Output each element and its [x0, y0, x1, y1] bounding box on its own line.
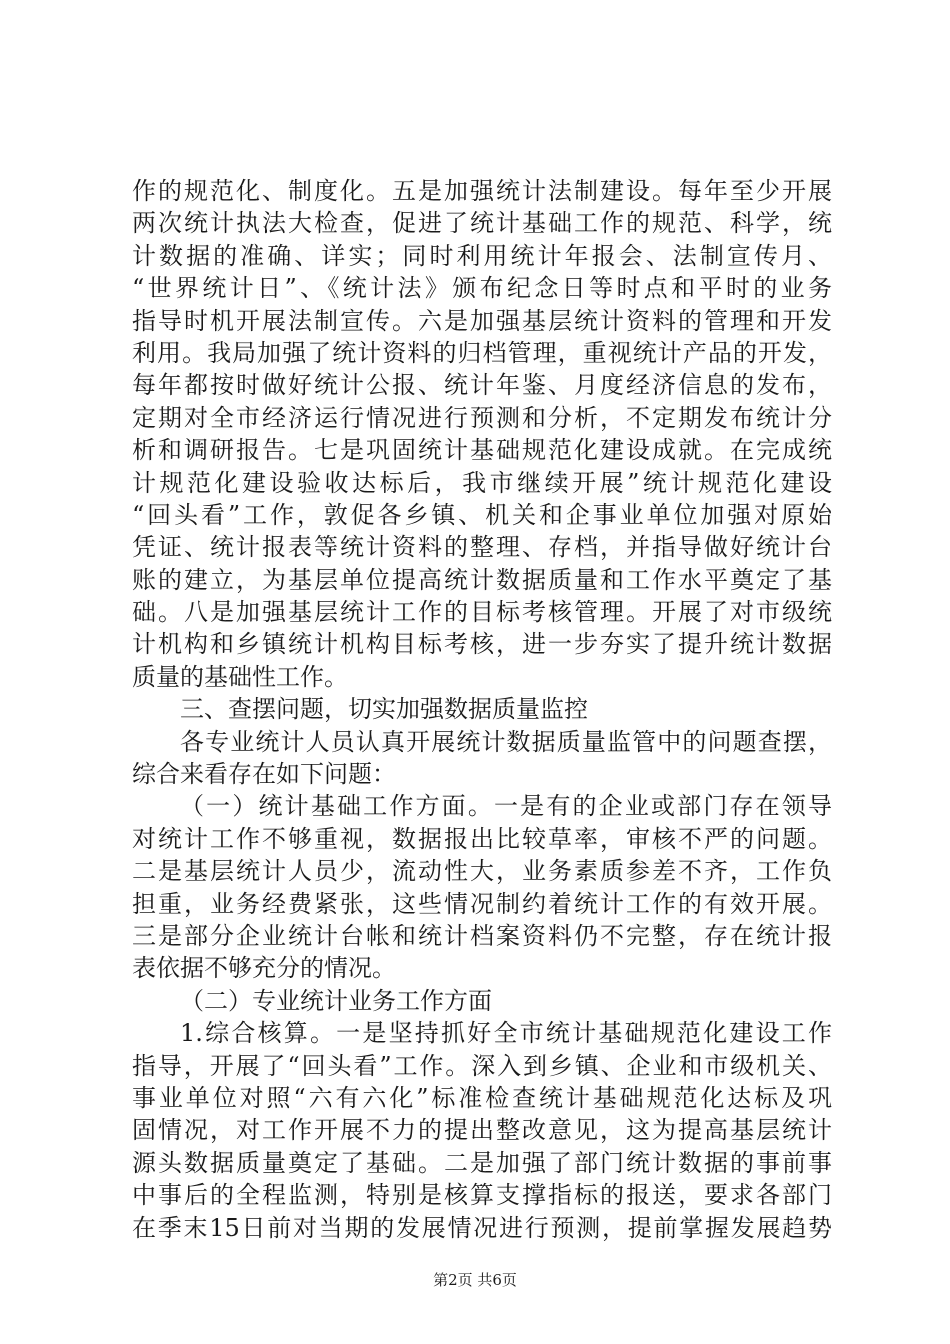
- text-line: 指导时机开展法制宣传。六是加强基层统计资料的管理和开发: [132, 306, 832, 335]
- page-footer: 第2页 共6页: [433, 1271, 517, 1289]
- text-line: 质量的基础性工作。: [132, 662, 348, 691]
- text-line: 利用。我局加强了统计资料的归档管理，重视统计产品的开发，: [132, 338, 832, 367]
- text-line: 计数据的准确、详实；同时利用统计年报会、法制宣传月、: [132, 241, 832, 270]
- text-line: 表依据不够充分的情况。: [132, 954, 396, 983]
- document-body: [132, 175, 832, 1244]
- text-line: “回头看”工作，敦促各乡镇、机关和企事业单位加强对原始: [132, 500, 832, 529]
- text-line: 指导，开展了“回头看”工作。深入到乡镇、企业和市级机关、: [132, 1051, 832, 1080]
- text-line: 三是部分企业统计台帐和统计档案资料仍不完整，存在统计报: [132, 921, 832, 950]
- text-line: （一）统计基础工作方面。一是有的企业或部门存在领导: [180, 792, 832, 821]
- text-line: 每年都按时做好统计公报、统计年鉴、月度经济信息的发布，: [132, 371, 832, 400]
- text-line: 担重，业务经费紧张，这些情况制约着统计工作的有效开展。: [132, 889, 832, 918]
- text-line: 二是基层统计人员少，流动性大，业务素质参差不齐，工作负: [132, 857, 832, 886]
- text-line: 综合来看存在如下问题：: [132, 760, 396, 789]
- text-line: 定期对全市经济运行情况进行预测和分析，不定期发布统计分: [132, 403, 832, 432]
- text-line: 析和调研报告。七是巩固统计基础规范化建设成就。在完成统: [132, 436, 832, 465]
- text-line: 两次统计执法大检查，促进了统计基础工作的规范、科学，统: [132, 209, 832, 238]
- text-line: 中事后的全程监测，特别是核算支撑指标的报送，要求各部门: [132, 1181, 832, 1210]
- text-line: 计机构和乡镇统计机构目标考核，进一步夯实了提升统计数据: [132, 630, 832, 659]
- text-line: 在季末15日前对当期的发展情况进行预测，提前掌握发展趋势: [132, 1213, 832, 1242]
- text-line: “世界统计日”、《统计法》颁布纪念日等时点和平时的业务: [132, 274, 832, 303]
- text-line: 账的建立，为基层单位提高统计数据质量和工作水平奠定了基: [132, 565, 832, 594]
- text-line: （二）专业统计业务工作方面: [180, 986, 492, 1015]
- text-line: 各专业统计人员认真开展统计数据质量监管中的问题查摆，: [180, 727, 832, 756]
- text-line: 1.综合核算。一是坚持抓好全市统计基础规范化建设工作: [180, 1019, 832, 1048]
- text-line: 三、查摆问题，切实加强数据质量监控: [180, 695, 588, 724]
- text-line: 源头数据质量奠定了基础。二是加强了部门统计数据的事前事: [132, 1148, 832, 1177]
- text-line: 作的规范化、制度化。五是加强统计法制建设。每年至少开展: [132, 177, 832, 205]
- text-line: 计规范化建设验收达标后，我市继续开展”统计规范化建设: [132, 468, 832, 497]
- text-line: 固情况，对工作开展不力的提出整改意见，这为提高基层统计: [132, 1116, 832, 1145]
- text-line: 事业单位对照“六有六化”标准检查统计基础规范化达标及巩: [132, 1083, 832, 1112]
- text-line: 对统计工作不够重视，数据报出比较草率，审核不严的问题。: [132, 824, 832, 853]
- text-line: 凭证、统计报表等统计资料的整理、存档，并指导做好统计台: [132, 533, 832, 562]
- text-line: 础。八是加强基层统计工作的目标考核管理。开展了对市级统: [132, 598, 832, 627]
